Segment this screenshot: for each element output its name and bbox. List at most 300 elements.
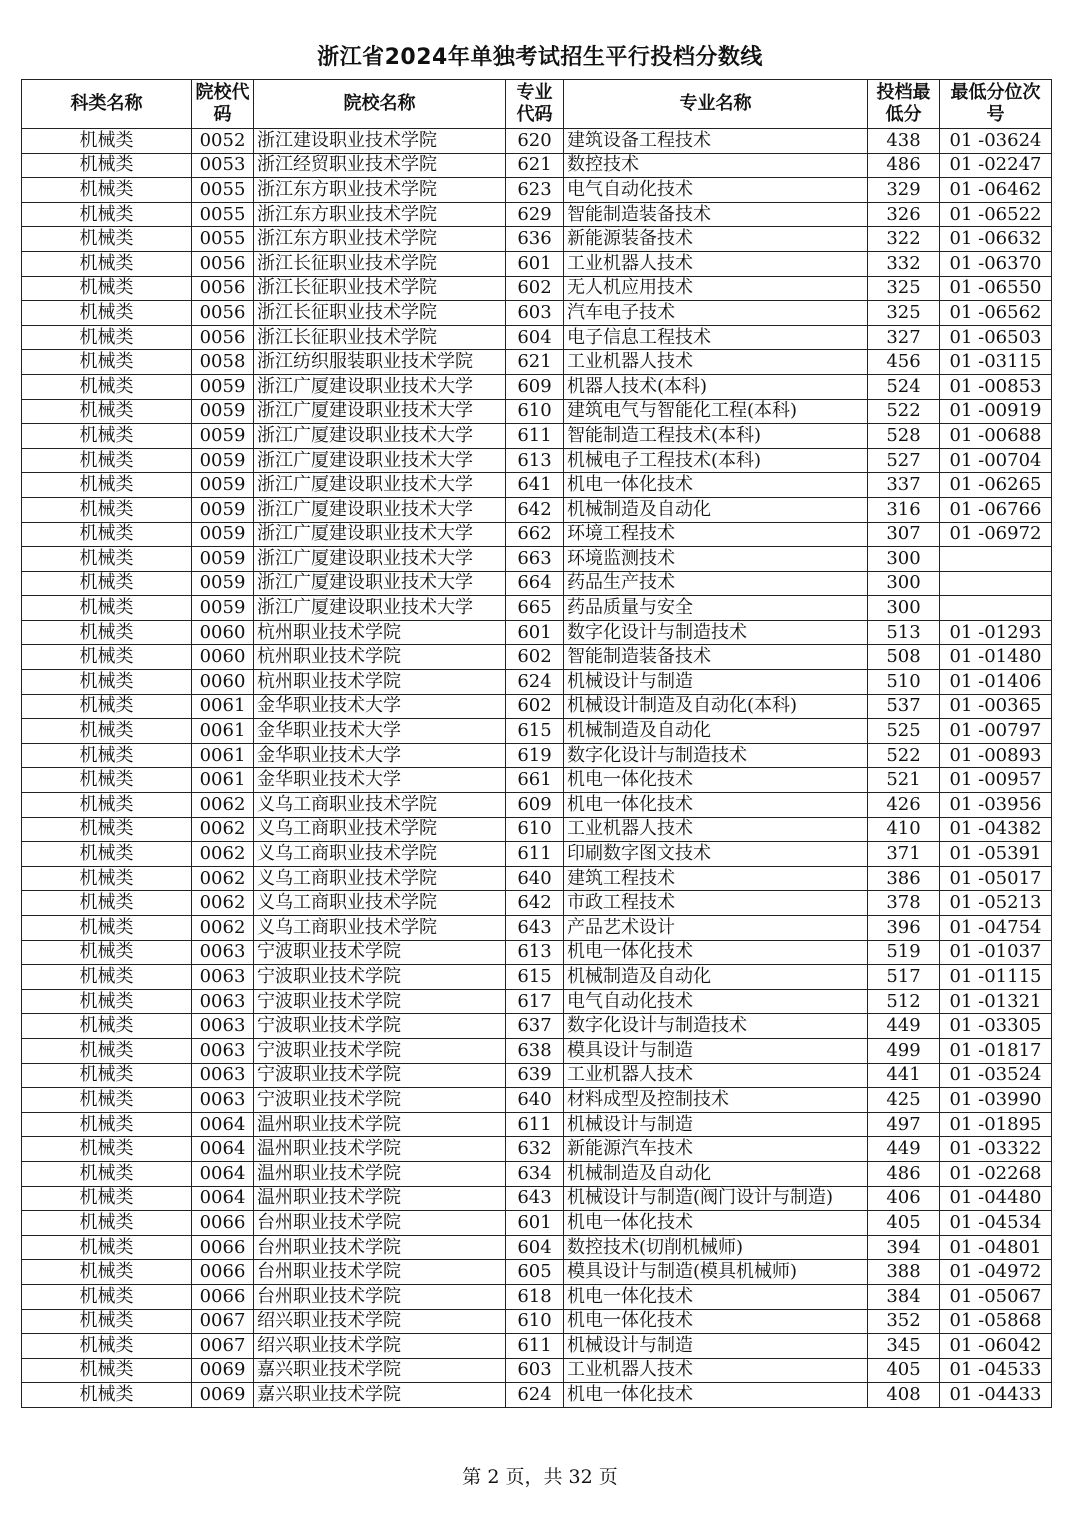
- cell-major-code: 613: [506, 448, 564, 473]
- cell-major-code: 640: [506, 866, 564, 891]
- cell-school-code: 0066: [192, 1260, 254, 1285]
- cell-school-name: 浙江建设职业技术学院: [254, 129, 506, 154]
- cell-category: 机械类: [22, 1383, 192, 1408]
- table-row: [22, 1161, 1052, 1186]
- cell-min-rank: 01 -06042: [940, 1334, 1052, 1359]
- cell-min-rank: 01 -03305: [940, 1014, 1052, 1039]
- cell-school-name: 义乌工商职业技术学院: [254, 793, 506, 818]
- cell-min-score: 410: [868, 817, 940, 842]
- cell-min-score: 438: [868, 129, 940, 154]
- cell-school-name: 绍兴职业技术学院: [254, 1309, 506, 1334]
- cell-major-code: 610: [506, 1309, 564, 1334]
- cell-major-code: 640: [506, 1088, 564, 1113]
- table-row: [22, 1334, 1052, 1359]
- table-row: [22, 719, 1052, 744]
- cell-major-name: 智能制造装备技术: [564, 645, 868, 670]
- cell-major-name: 汽车电子技术: [564, 301, 868, 326]
- cell-major-name: 工业机器人技术: [564, 817, 868, 842]
- table-row: [22, 620, 1052, 645]
- cell-min-score: 456: [868, 350, 940, 375]
- cell-major-code: 609: [506, 793, 564, 818]
- cell-min-score: 486: [868, 153, 940, 178]
- cell-major-code: 641: [506, 473, 564, 498]
- table-row: [22, 448, 1052, 473]
- cell-category: 机械类: [22, 571, 192, 596]
- cell-school-code: 0059: [192, 448, 254, 473]
- cell-major-code: 613: [506, 940, 564, 965]
- cell-category: 机械类: [22, 842, 192, 867]
- cell-major-name: 新能源汽车技术: [564, 1137, 868, 1162]
- cell-school-name: 浙江广厦建设职业技术大学: [254, 374, 506, 399]
- cell-school-code: 0061: [192, 743, 254, 768]
- table-row: [22, 817, 1052, 842]
- table-row: [22, 1260, 1052, 1285]
- table-row: [22, 1088, 1052, 1113]
- cell-school-name: 义乌工商职业技术学院: [254, 866, 506, 891]
- cell-major-name: 工业机器人技术: [564, 251, 868, 276]
- cell-school-code: 0063: [192, 1063, 254, 1088]
- cell-school-code: 0059: [192, 374, 254, 399]
- table-row: [22, 424, 1052, 449]
- cell-category: 机械类: [22, 1334, 192, 1359]
- cell-school-code: 0055: [192, 227, 254, 252]
- cell-min-rank: 01 -04533: [940, 1358, 1052, 1383]
- cell-min-score: 497: [868, 1112, 940, 1137]
- cell-school-name: 浙江长征职业技术学院: [254, 251, 506, 276]
- cell-school-name: 浙江经贸职业技术学院: [254, 153, 506, 178]
- cell-min-score: 396: [868, 916, 940, 941]
- cell-school-name: 义乌工商职业技术学院: [254, 817, 506, 842]
- table-row: [22, 1063, 1052, 1088]
- table-row: [22, 1211, 1052, 1236]
- cell-category: 机械类: [22, 473, 192, 498]
- cell-category: 机械类: [22, 1235, 192, 1260]
- cell-school-name: 义乌工商职业技术学院: [254, 842, 506, 867]
- header-min-score: 投档最低分: [868, 80, 940, 129]
- cell-min-score: 300: [868, 571, 940, 596]
- table-row: [22, 301, 1052, 326]
- cell-min-score: 332: [868, 251, 940, 276]
- table-row: [22, 547, 1052, 572]
- table-row: [22, 178, 1052, 203]
- cell-school-code: 0063: [192, 940, 254, 965]
- cell-category: 机械类: [22, 1260, 192, 1285]
- cell-major-name: 数控技术: [564, 153, 868, 178]
- cell-category: 机械类: [22, 276, 192, 301]
- cell-school-code: 0053: [192, 153, 254, 178]
- cell-major-name: 机械制造及自动化: [564, 497, 868, 522]
- cell-major-code: 619: [506, 743, 564, 768]
- cell-school-code: 0058: [192, 350, 254, 375]
- cell-school-code: 0063: [192, 965, 254, 990]
- cell-major-code: 636: [506, 227, 564, 252]
- cell-school-code: 0059: [192, 424, 254, 449]
- cell-category: 机械类: [22, 1358, 192, 1383]
- cell-school-name: 台州职业技术学院: [254, 1235, 506, 1260]
- cell-school-name: 浙江东方职业技术学院: [254, 178, 506, 203]
- cell-major-name: 材料成型及控制技术: [564, 1088, 868, 1113]
- cell-min-score: 386: [868, 866, 940, 891]
- table-row: [22, 1112, 1052, 1137]
- cell-major-code: 663: [506, 547, 564, 572]
- cell-school-code: 0063: [192, 1014, 254, 1039]
- cell-major-code: 601: [506, 1211, 564, 1236]
- cell-major-code: 603: [506, 1358, 564, 1383]
- cell-category: 机械类: [22, 866, 192, 891]
- cell-category: 机械类: [22, 1014, 192, 1039]
- cell-category: 机械类: [22, 153, 192, 178]
- cell-school-code: 0062: [192, 866, 254, 891]
- cell-min-rank: 01 -02268: [940, 1161, 1052, 1186]
- table-row: [22, 989, 1052, 1014]
- cell-school-code: 0064: [192, 1112, 254, 1137]
- cell-min-rank: 01 -05017: [940, 866, 1052, 891]
- cell-min-rank: 01 -06265: [940, 473, 1052, 498]
- cell-min-score: 508: [868, 645, 940, 670]
- cell-major-name: 机械电子工程技术(本科): [564, 448, 868, 473]
- cell-category: 机械类: [22, 891, 192, 916]
- cell-min-rank: 01 -01480: [940, 645, 1052, 670]
- cell-min-rank: 01 -06503: [940, 325, 1052, 350]
- cell-major-name: 电气自动化技术: [564, 989, 868, 1014]
- cell-min-rank: 01 -01321: [940, 989, 1052, 1014]
- cell-category: 机械类: [22, 424, 192, 449]
- cell-min-rank: 01 -00893: [940, 743, 1052, 768]
- table-row: [22, 596, 1052, 621]
- cell-school-name: 浙江广厦建设职业技术大学: [254, 424, 506, 449]
- cell-category: 机械类: [22, 522, 192, 547]
- cell-major-code: 611: [506, 1334, 564, 1359]
- cell-school-name: 宁波职业技术学院: [254, 1063, 506, 1088]
- cell-school-code: 0055: [192, 202, 254, 227]
- cell-major-code: 610: [506, 817, 564, 842]
- cell-min-rank: 01 -04754: [940, 916, 1052, 941]
- cell-min-score: 300: [868, 596, 940, 621]
- table-row: [22, 325, 1052, 350]
- cell-major-name: 数字化设计与制造技术: [564, 620, 868, 645]
- header-row: [22, 80, 1052, 129]
- cell-school-name: 宁波职业技术学院: [254, 965, 506, 990]
- cell-category: 机械类: [22, 817, 192, 842]
- cell-min-score: 352: [868, 1309, 940, 1334]
- cell-category: 机械类: [22, 129, 192, 154]
- cell-major-name: 机械设计与制造: [564, 670, 868, 695]
- cell-school-name: 温州职业技术学院: [254, 1137, 506, 1162]
- cell-min-score: 486: [868, 1161, 940, 1186]
- cell-school-code: 0063: [192, 989, 254, 1014]
- cell-major-code: 620: [506, 129, 564, 154]
- cell-major-name: 无人机应用技术: [564, 276, 868, 301]
- cell-major-name: 机电一体化技术: [564, 793, 868, 818]
- cell-min-score: 527: [868, 448, 940, 473]
- cell-school-name: 宁波职业技术学院: [254, 989, 506, 1014]
- cell-category: 机械类: [22, 1038, 192, 1063]
- cell-school-name: 宁波职业技术学院: [254, 1038, 506, 1063]
- cell-major-code: 611: [506, 842, 564, 867]
- cell-major-name: 模具设计与制造(模具机械师): [564, 1260, 868, 1285]
- cell-major-code: 634: [506, 1161, 564, 1186]
- table-row: [22, 571, 1052, 596]
- cell-major-code: 632: [506, 1137, 564, 1162]
- cell-min-score: 345: [868, 1334, 940, 1359]
- cell-major-code: 615: [506, 965, 564, 990]
- cell-school-code: 0060: [192, 620, 254, 645]
- cell-major-name: 工业机器人技术: [564, 350, 868, 375]
- cell-major-code: 609: [506, 374, 564, 399]
- cell-major-code: 665: [506, 596, 564, 621]
- cell-major-name: 工业机器人技术: [564, 1063, 868, 1088]
- cell-school-code: 0061: [192, 694, 254, 719]
- cell-school-code: 0062: [192, 817, 254, 842]
- cell-major-code: 639: [506, 1063, 564, 1088]
- cell-school-name: 温州职业技术学院: [254, 1186, 506, 1211]
- cell-school-name: 宁波职业技术学院: [254, 1014, 506, 1039]
- cell-min-rank: 01 -01115: [940, 965, 1052, 990]
- cell-school-code: 0059: [192, 399, 254, 424]
- table-row: [22, 670, 1052, 695]
- cell-major-code: 601: [506, 620, 564, 645]
- cell-min-score: 512: [868, 989, 940, 1014]
- cell-school-name: 义乌工商职业技术学院: [254, 891, 506, 916]
- cell-major-name: 环境监测技术: [564, 547, 868, 572]
- cell-min-rank: 01 -04433: [940, 1383, 1052, 1408]
- cell-major-name: 建筑电气与智能化工程(本科): [564, 399, 868, 424]
- cell-school-code: 0066: [192, 1284, 254, 1309]
- cell-min-score: 326: [868, 202, 940, 227]
- cell-major-code: 603: [506, 301, 564, 326]
- cell-school-code: 0067: [192, 1309, 254, 1334]
- table-row: [22, 202, 1052, 227]
- cell-school-name: 浙江东方职业技术学院: [254, 202, 506, 227]
- cell-min-rank: 01 -04480: [940, 1186, 1052, 1211]
- cell-school-name: 杭州职业技术学院: [254, 645, 506, 670]
- cell-school-code: 0062: [192, 891, 254, 916]
- cell-school-code: 0066: [192, 1235, 254, 1260]
- cell-school-name: 浙江纺织服装职业技术学院: [254, 350, 506, 375]
- cell-major-name: 环境工程技术: [564, 522, 868, 547]
- cell-min-rank: 01 -06462: [940, 178, 1052, 203]
- cell-major-name: 药品生产技术: [564, 571, 868, 596]
- cell-school-code: 0062: [192, 842, 254, 867]
- cell-school-name: 杭州职业技术学院: [254, 620, 506, 645]
- cell-school-name: 宁波职业技术学院: [254, 1088, 506, 1113]
- cell-min-rank: 01 -03115: [940, 350, 1052, 375]
- cell-school-code: 0069: [192, 1383, 254, 1408]
- cell-major-code: 615: [506, 719, 564, 744]
- cell-category: 机械类: [22, 719, 192, 744]
- cell-min-rank: 01 -01406: [940, 670, 1052, 695]
- table-row: [22, 793, 1052, 818]
- cell-major-code: 621: [506, 153, 564, 178]
- cell-major-name: 数字化设计与制造技术: [564, 1014, 868, 1039]
- cell-school-code: 0052: [192, 129, 254, 154]
- table-row: [22, 1309, 1052, 1334]
- cell-min-rank: 01 -05868: [940, 1309, 1052, 1334]
- cell-major-code: 664: [506, 571, 564, 596]
- cell-major-name: 建筑设备工程技术: [564, 129, 868, 154]
- score-table: [21, 79, 1052, 1408]
- header-major-name: 专业名称: [564, 80, 868, 129]
- cell-category: 机械类: [22, 1088, 192, 1113]
- cell-school-name: 嘉兴职业技术学院: [254, 1358, 506, 1383]
- cell-min-rank: 01 -01037: [940, 940, 1052, 965]
- cell-category: 机械类: [22, 1112, 192, 1137]
- cell-min-rank: 01 -06522: [940, 202, 1052, 227]
- cell-min-score: 327: [868, 325, 940, 350]
- cell-major-name: 药品质量与安全: [564, 596, 868, 621]
- cell-major-code: 618: [506, 1284, 564, 1309]
- cell-min-rank: 01 -03956: [940, 793, 1052, 818]
- cell-school-name: 浙江广厦建设职业技术大学: [254, 473, 506, 498]
- cell-min-score: 519: [868, 940, 940, 965]
- table-row: [22, 768, 1052, 793]
- header-min-rank: 最低分位次号: [940, 80, 1052, 129]
- table-row: [22, 129, 1052, 154]
- cell-major-name: 机械制造及自动化: [564, 965, 868, 990]
- cell-min-score: 371: [868, 842, 940, 867]
- page-title: 浙江省2024年单独考试招生平行投档分数线: [317, 45, 763, 70]
- table-row: [22, 940, 1052, 965]
- cell-category: 机械类: [22, 965, 192, 990]
- cell-school-code: 0056: [192, 301, 254, 326]
- cell-school-name: 金华职业技术大学: [254, 743, 506, 768]
- cell-school-name: 浙江广厦建设职业技术大学: [254, 522, 506, 547]
- cell-min-rank: 01 -03322: [940, 1137, 1052, 1162]
- cell-min-score: 425: [868, 1088, 940, 1113]
- cell-min-rank: 01 -06550: [940, 276, 1052, 301]
- cell-major-code: 621: [506, 350, 564, 375]
- cell-min-score: 394: [868, 1235, 940, 1260]
- cell-major-code: 604: [506, 1235, 564, 1260]
- cell-school-name: 嘉兴职业技术学院: [254, 1383, 506, 1408]
- cell-min-score: 388: [868, 1260, 940, 1285]
- cell-min-score: 528: [868, 424, 940, 449]
- cell-category: 机械类: [22, 768, 192, 793]
- cell-category: 机械类: [22, 1063, 192, 1088]
- header-school-name: 院校名称: [254, 80, 506, 129]
- cell-school-code: 0056: [192, 251, 254, 276]
- cell-school-name: 浙江广厦建设职业技术大学: [254, 571, 506, 596]
- cell-min-rank: 01 -00704: [940, 448, 1052, 473]
- cell-min-rank: 01 -00365: [940, 694, 1052, 719]
- cell-category: 机械类: [22, 645, 192, 670]
- cell-min-score: 441: [868, 1063, 940, 1088]
- cell-school-name: 浙江广厦建设职业技术大学: [254, 596, 506, 621]
- cell-major-code: 601: [506, 251, 564, 276]
- cell-major-name: 机电一体化技术: [564, 1383, 868, 1408]
- cell-min-rank: 01 -00853: [940, 374, 1052, 399]
- cell-major-name: 建筑工程技术: [564, 866, 868, 891]
- cell-min-rank: 01 -04972: [940, 1260, 1052, 1285]
- cell-school-code: 0064: [192, 1161, 254, 1186]
- cell-major-name: 市政工程技术: [564, 891, 868, 916]
- cell-min-score: 524: [868, 374, 940, 399]
- cell-major-name: 智能制造装备技术: [564, 202, 868, 227]
- cell-min-rank: 01 -06766: [940, 497, 1052, 522]
- cell-min-rank: 01 -00797: [940, 719, 1052, 744]
- cell-major-name: 电子信息工程技术: [564, 325, 868, 350]
- table-row: [22, 399, 1052, 424]
- cell-school-name: 义乌工商职业技术学院: [254, 916, 506, 941]
- cell-major-name: 机电一体化技术: [564, 1211, 868, 1236]
- cell-min-rank: 01 -00957: [940, 768, 1052, 793]
- cell-school-name: 浙江广厦建设职业技术大学: [254, 497, 506, 522]
- cell-school-name: 杭州职业技术学院: [254, 670, 506, 695]
- cell-min-score: 426: [868, 793, 940, 818]
- cell-category: 机械类: [22, 448, 192, 473]
- cell-major-code: 604: [506, 325, 564, 350]
- cell-category: 机械类: [22, 251, 192, 276]
- cell-min-rank: 01 -05213: [940, 891, 1052, 916]
- table-row: [22, 473, 1052, 498]
- cell-major-code: 602: [506, 276, 564, 301]
- cell-school-name: 浙江长征职业技术学院: [254, 276, 506, 301]
- cell-min-rank: [940, 596, 1052, 621]
- cell-major-code: 602: [506, 694, 564, 719]
- cell-category: 机械类: [22, 1137, 192, 1162]
- cell-category: 机械类: [22, 227, 192, 252]
- table-row: [22, 522, 1052, 547]
- cell-major-code: 610: [506, 399, 564, 424]
- cell-school-name: 台州职业技术学院: [254, 1260, 506, 1285]
- cell-min-rank: 01 -01817: [940, 1038, 1052, 1063]
- cell-major-name: 机电一体化技术: [564, 1309, 868, 1334]
- cell-min-score: 522: [868, 743, 940, 768]
- cell-min-rank: [940, 547, 1052, 572]
- cell-category: 机械类: [22, 547, 192, 572]
- cell-school-code: 0069: [192, 1358, 254, 1383]
- cell-min-score: 325: [868, 276, 940, 301]
- cell-major-code: 642: [506, 497, 564, 522]
- cell-school-name: 台州职业技术学院: [254, 1211, 506, 1236]
- cell-category: 机械类: [22, 1186, 192, 1211]
- cell-major-name: 机电一体化技术: [564, 473, 868, 498]
- cell-school-code: 0064: [192, 1137, 254, 1162]
- cell-min-score: 300: [868, 547, 940, 572]
- cell-category: 机械类: [22, 1161, 192, 1186]
- cell-category: 机械类: [22, 301, 192, 326]
- cell-min-score: 537: [868, 694, 940, 719]
- cell-major-name: 数字化设计与制造技术: [564, 743, 868, 768]
- cell-category: 机械类: [22, 374, 192, 399]
- cell-major-code: 662: [506, 522, 564, 547]
- cell-major-name: 机械设计与制造: [564, 1334, 868, 1359]
- table-row: [22, 1014, 1052, 1039]
- cell-category: 机械类: [22, 596, 192, 621]
- cell-school-code: 0059: [192, 571, 254, 596]
- cell-major-name: 机电一体化技术: [564, 940, 868, 965]
- cell-school-name: 浙江广厦建设职业技术大学: [254, 448, 506, 473]
- cell-major-name: 新能源装备技术: [564, 227, 868, 252]
- cell-school-code: 0064: [192, 1186, 254, 1211]
- cell-school-code: 0055: [192, 178, 254, 203]
- table-row: [22, 276, 1052, 301]
- table-row: [22, 965, 1052, 990]
- cell-category: 机械类: [22, 350, 192, 375]
- cell-min-rank: 01 -04382: [940, 817, 1052, 842]
- cell-major-name: 机械设计制造及自动化(本科): [564, 694, 868, 719]
- cell-min-rank: 01 -00919: [940, 399, 1052, 424]
- cell-major-name: 机械制造及自动化: [564, 719, 868, 744]
- cell-min-rank: 01 -05067: [940, 1284, 1052, 1309]
- cell-category: 机械类: [22, 202, 192, 227]
- cell-major-name: 机电一体化技术: [564, 768, 868, 793]
- cell-min-score: 325: [868, 301, 940, 326]
- cell-school-name: 浙江长征职业技术学院: [254, 325, 506, 350]
- cell-major-code: 661: [506, 768, 564, 793]
- cell-min-score: 517: [868, 965, 940, 990]
- cell-major-code: 611: [506, 1112, 564, 1137]
